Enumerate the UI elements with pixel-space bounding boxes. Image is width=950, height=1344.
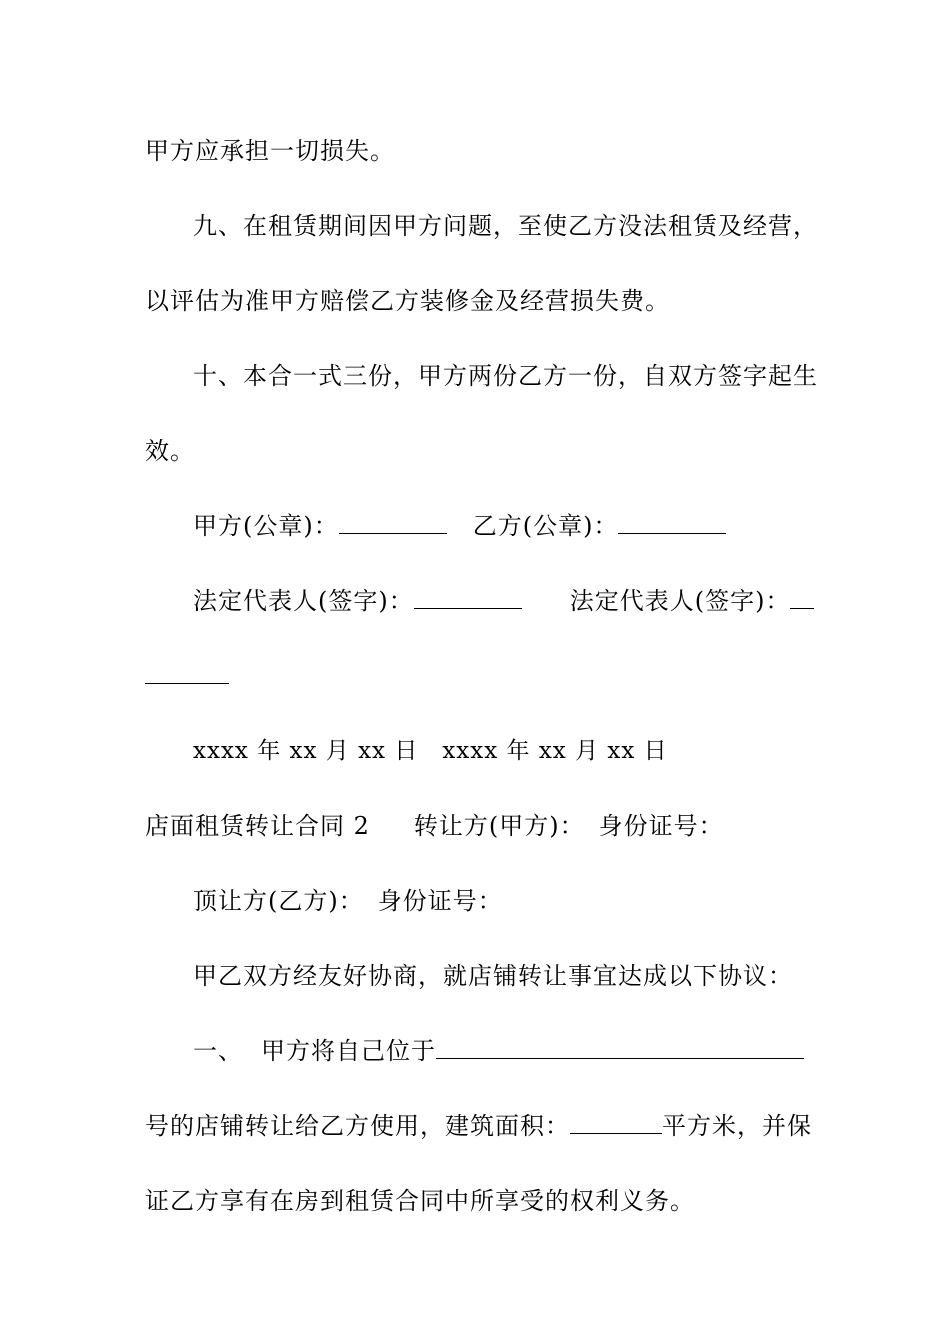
clause-one-text: 甲方将自己位于 (261, 1037, 436, 1065)
contract-two-title: 店面租赁转让合同 2 (145, 812, 370, 840)
clause-nine-line-1: 九、在租赁期间因甲方问题，至使乙方没法租赁及经营， (193, 212, 818, 240)
party-b-representative-label: 法定代表人(签字)： (569, 587, 791, 615)
clause-ten-line-1: 十、本合一式三份，甲方两份乙方一份，自双方签字起生 (193, 362, 818, 390)
signature-blank-continuation (145, 661, 229, 691)
clause-one-number: 一、 (193, 1037, 243, 1065)
contract-two-header-line (145, 811, 724, 841)
signature-line (193, 586, 814, 616)
clause-ten-line-2: 效。 (145, 437, 195, 465)
transferor-id-label: 身份证号： (598, 812, 724, 840)
shop-location-blank[interactable] (436, 1038, 804, 1059)
party-a-signature-blank[interactable] (414, 588, 522, 609)
clause-one-line-1 (193, 1036, 804, 1066)
clause-one-text-3: 平方米，并保 (662, 1112, 812, 1140)
clause-one-line-2 (145, 1111, 812, 1141)
clause-one-text-2: 号的店铺转让给乙方使用，建筑面积： (145, 1112, 570, 1140)
seal-line (193, 511, 726, 541)
agreement-intro-line: 甲乙双方经友好协商，就店铺转让事宜达成以下协议： (193, 962, 793, 990)
date-line: xxxx 年 xx 月 xx 日 xxxx 年 xx 月 xx 日 (193, 738, 668, 764)
party-b-signature-blank-start[interactable] (790, 588, 814, 609)
party-a-representative-label: 法定代表人(签字)： (193, 587, 414, 615)
party-b-signature-blank-end[interactable] (145, 663, 229, 684)
transferor-label: 转让方(甲方)： (413, 812, 585, 840)
transferee-label: 顶让方(乙方)： (193, 887, 364, 915)
clause-nine-line-2: 以评估为准甲方赔偿乙方装修金及经营损失费。 (145, 287, 670, 315)
party-a-seal-label: 甲方(公章)： (193, 512, 339, 540)
paragraph-line: 甲方应承担一切损失。 (145, 137, 395, 165)
party-b-seal-label: 乙方(公章)： (472, 512, 619, 540)
transferee-line (193, 886, 503, 916)
party-b-seal-blank[interactable] (618, 513, 726, 534)
transferee-id-label: 身份证号： (377, 887, 503, 915)
floor-area-blank[interactable] (570, 1113, 662, 1134)
party-a-seal-blank[interactable] (339, 513, 447, 534)
clause-one-line-3: 证乙方享有在房到租赁合同中所享受的权利义务。 (145, 1187, 695, 1215)
